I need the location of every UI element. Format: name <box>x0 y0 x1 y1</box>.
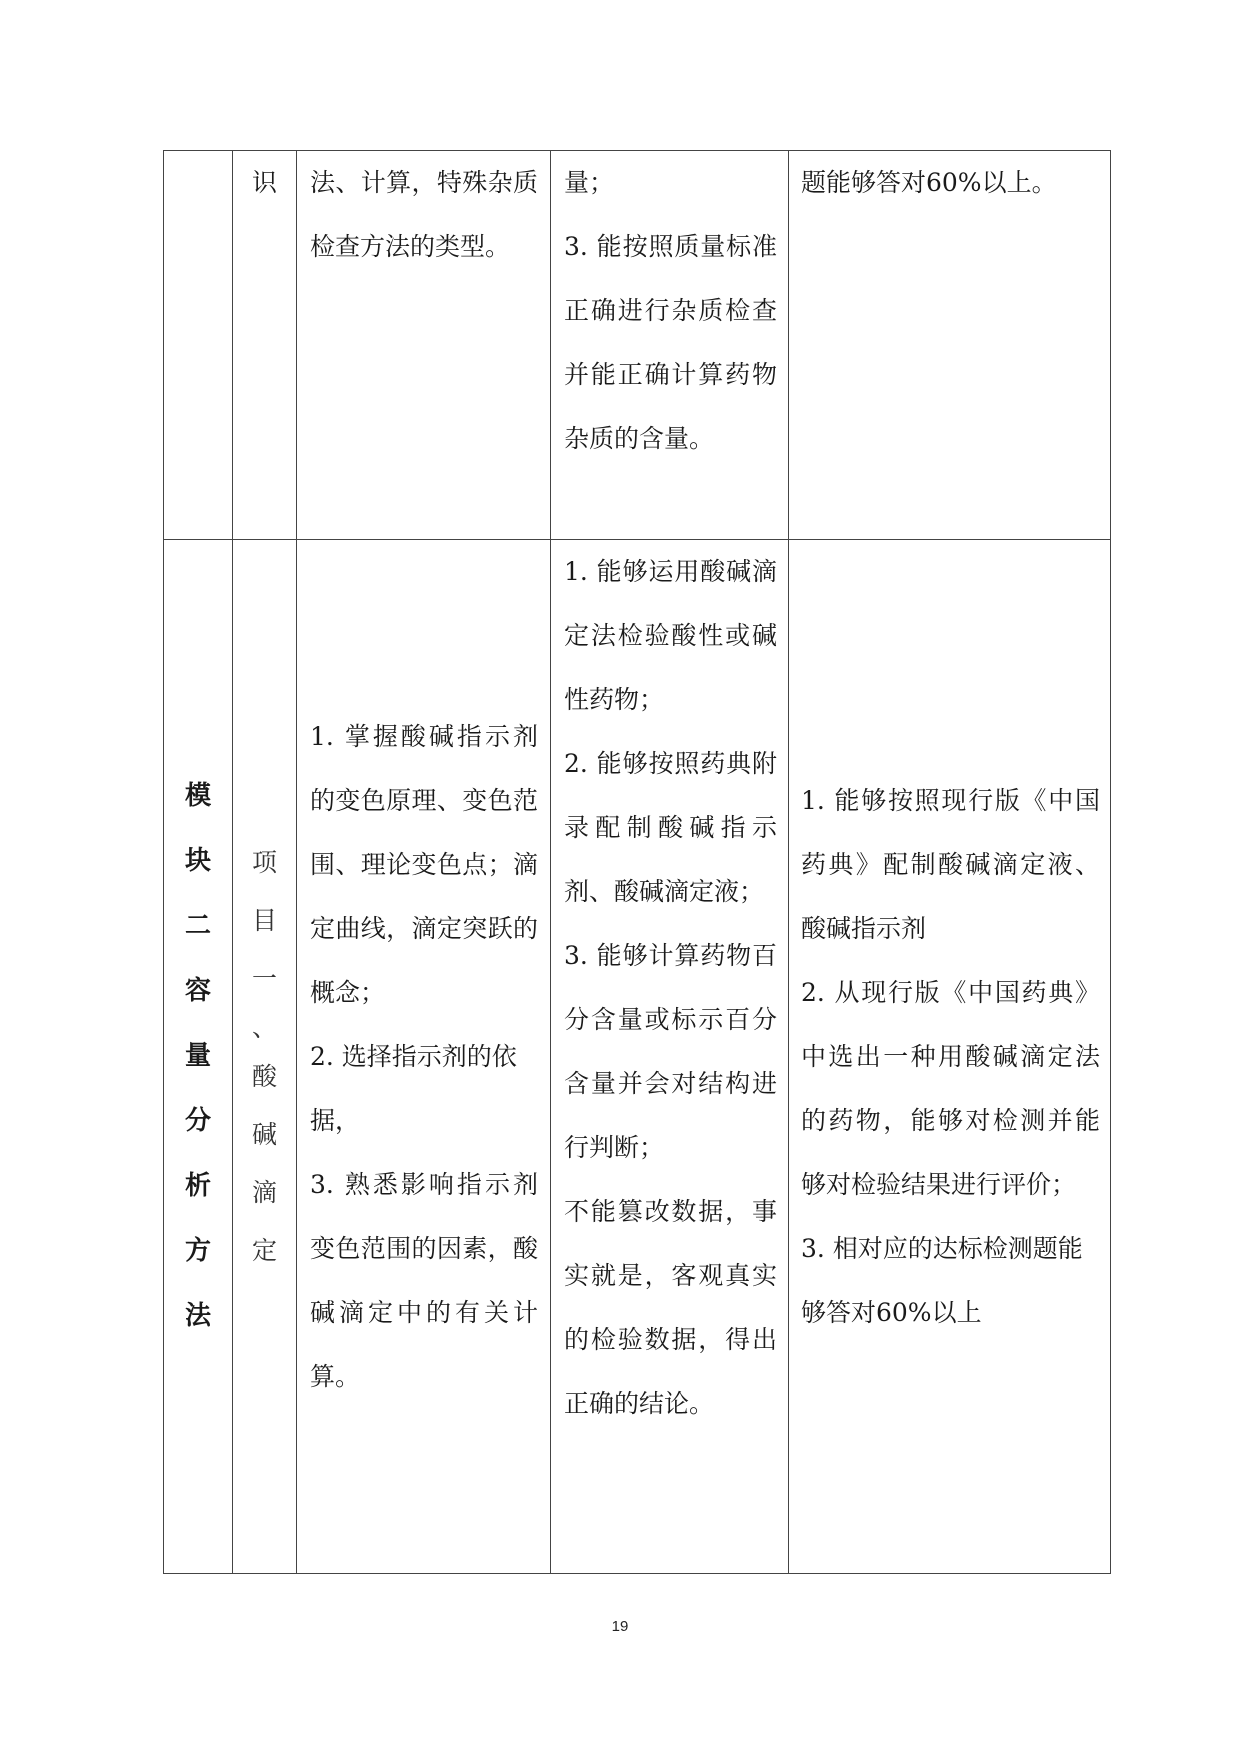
knowledge-item: 1. 掌握酸碱指示剂的变色原理、变色范围、理论变色点；滴定曲线，滴定突跃的概念； <box>310 721 538 1007</box>
project-cell <box>233 540 297 1574</box>
assessment-item: 2. 从现行版《中国药典》中选出一种用酸碱滴定法的药物，能够对检测并能够对检验结果进行评价； <box>801 977 1100 1199</box>
knowledge-item: 3. 熟悉影响指示剂变色范围的因素，酸碱滴定中的有关计算。 <box>310 1169 538 1391</box>
assessment-item: 1. 能够按照现行版《中国药典》配制酸碱滴定液、酸碱指示剂 <box>801 785 1100 943</box>
skills-line: 量； <box>564 168 615 197</box>
skills-cell <box>551 151 789 540</box>
curriculum-table <box>163 150 1111 1574</box>
module-cell-continued <box>164 151 233 540</box>
skills-line: 3. 能按照质量标准正确进行杂质检查并能正确计算药物杂质的含量。 <box>564 232 777 453</box>
knowledge-text: 法、计算，特殊杂质检查方法的类型。 <box>310 168 538 261</box>
skills-item: 1. 能够运用酸碱滴定法检验酸性或碱性药物； <box>564 557 777 714</box>
table-row <box>164 151 1111 540</box>
assessment-cell <box>789 540 1111 1574</box>
page-number: 19 <box>611 1618 629 1635</box>
project-title: 项 目 一 、 酸 碱 滴 定 <box>251 847 277 1265</box>
skills-cell <box>551 540 789 1574</box>
assessment-text: 题能够答对60%以上。 <box>801 168 1057 197</box>
knowledge-cell <box>297 540 551 1574</box>
skills-item: 2. 能够按照药典附录配制酸碱指示剂、酸碱滴定液； <box>564 749 777 906</box>
assessment-cell <box>789 151 1111 540</box>
project-cell-continued <box>233 151 297 540</box>
project-char: 识 <box>251 168 277 197</box>
module-title: 模 块 二 容 量 分 析 方 法 <box>184 781 211 1331</box>
knowledge-cell <box>297 151 551 540</box>
table-row <box>164 540 1111 1574</box>
module-cell <box>164 540 233 1574</box>
skills-item: 不能篡改数据，事实就是，客观真实的检验数据，得出正确的结论。 <box>564 1197 777 1418</box>
skills-item: 3. 能够计算药物百分含量或标示百分含量并会对结构进行判断； <box>564 941 777 1162</box>
assessment-item: 3. 相对应的达标检测题能够答对60%以上 <box>801 1233 1083 1327</box>
knowledge-item: 2. 选择指示剂的依据， <box>310 1041 517 1135</box>
